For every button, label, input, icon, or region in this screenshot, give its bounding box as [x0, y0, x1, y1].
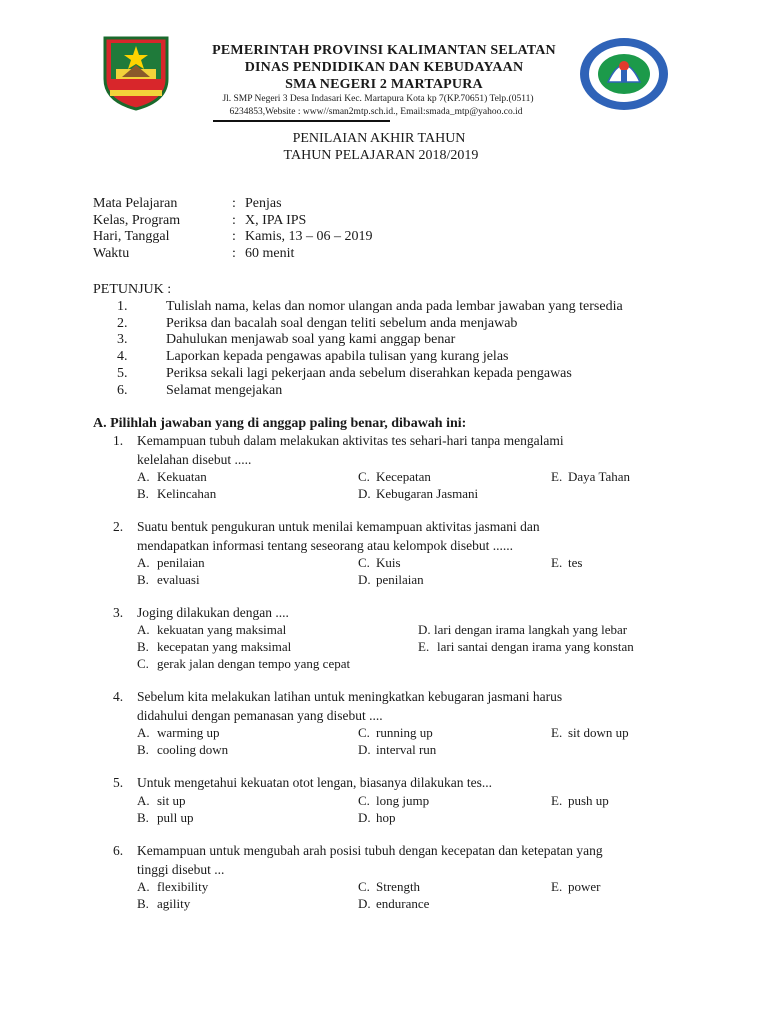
- option-text: lari santai dengan irama yang konstan: [437, 639, 634, 654]
- info-value: Kamis, 13 – 06 – 2019: [245, 229, 373, 244]
- direction-number: 2.: [117, 316, 128, 331]
- direction-number: 6.: [117, 383, 128, 398]
- option-text: penilaian: [157, 555, 205, 570]
- option-letter: E.: [551, 793, 563, 808]
- option-text: push up: [568, 793, 609, 808]
- option-letter: D.: [358, 810, 371, 825]
- option-text: Kekuatan: [157, 469, 207, 484]
- option-letter: B.: [137, 742, 149, 757]
- option-letter: E.: [418, 639, 430, 654]
- direction-text: Laporkan kepada pengawas apabila tulisan yang kurang jelas: [166, 349, 509, 364]
- option-letter: E.: [551, 725, 563, 740]
- info-label: Mata Pelajaran: [93, 196, 178, 211]
- option-letter: B.: [137, 896, 149, 911]
- option-text: Kelincahan: [157, 486, 217, 501]
- info-label: Kelas, Program: [93, 213, 181, 228]
- option-text: hop: [376, 810, 396, 825]
- info-label: Waktu: [93, 246, 130, 261]
- option-letter: A.: [137, 725, 150, 740]
- option-text: interval run: [376, 742, 437, 757]
- option-text: evaluasi: [157, 572, 200, 587]
- option-letter: D.: [418, 622, 431, 637]
- direction-number: 5.: [117, 366, 128, 381]
- question-number: 4.: [113, 689, 124, 704]
- option-text: sit up: [157, 793, 186, 808]
- question-number: 6.: [113, 843, 124, 858]
- option-letter: B.: [137, 572, 149, 587]
- option-text: pull up: [157, 810, 194, 825]
- header-government: PEMERINTAH PROVINSI KALIMANTAN SELATAN: [212, 43, 556, 58]
- question-text: kelelahan disebut .....: [137, 452, 252, 467]
- question-text: Kemampuan tubuh dalam melakukan aktivitas tes sehari-hari tanpa mengalami: [137, 433, 564, 448]
- question-number: 5.: [113, 775, 124, 790]
- direction-text: Periksa dan bacalah soal dengan teliti sebelum anda menjawab: [166, 316, 518, 331]
- info-value: Penjas: [245, 196, 282, 211]
- direction-number: 1.: [117, 299, 128, 314]
- option-text: gerak jalan dengan tempo yang cepat: [157, 656, 351, 671]
- direction-text: Selamat mengejakan: [166, 383, 283, 398]
- option-letter: D.: [358, 486, 371, 501]
- option-text: penilaian: [376, 572, 424, 587]
- exam-title: PENILAIAN AKHIR TAHUN: [292, 131, 466, 146]
- option-text: kecepatan yang maksimal: [157, 639, 292, 654]
- question-text: tinggi disebut ...: [137, 862, 225, 877]
- question-number: 2.: [113, 519, 124, 534]
- option-text: Kebugaran Jasmani: [376, 486, 479, 501]
- option-letter: A.: [137, 469, 150, 484]
- option-text: tes: [568, 555, 583, 570]
- header-address-line2: 6234853,Website : www//sman2mtp.sch.id., Email:smada_mtp@yahoo.co.id: [229, 107, 523, 117]
- option-text: flexibility: [157, 879, 209, 894]
- direction-text: Periksa sekali lagi pekerjaan anda sebelum diserahkan kepada pengawas: [166, 366, 572, 381]
- header-school: SMA NEGERI 2 MARTAPURA: [285, 77, 483, 92]
- option-text: power: [568, 879, 601, 894]
- option-text: warming up: [157, 725, 220, 740]
- option-letter: D.: [358, 742, 371, 757]
- option-letter: A.: [137, 879, 150, 894]
- option-letter: A.: [137, 793, 150, 808]
- info-separator: :: [232, 246, 236, 261]
- option-letter: B.: [137, 810, 149, 825]
- option-text: long jump: [376, 793, 430, 808]
- option-text: cooling down: [157, 742, 229, 757]
- info-value: X, IPA IPS: [245, 213, 307, 228]
- question-text: mendapatkan informasi tentang seseorang atau kelompok disebut ......: [137, 538, 514, 553]
- option-text: agility: [157, 896, 191, 911]
- direction-text: Tulislah nama, kelas dan nomor ulangan anda pada lembar jawaban yang tersedia: [166, 299, 623, 314]
- header-address-line1: Jl. SMP Negeri 3 Desa Indasari Kec. Martapura Kota kp 7(KP.70651) Telp.(0511): [222, 94, 534, 104]
- question-text: Joging dilakukan dengan ....: [137, 605, 289, 620]
- direction-number: 4.: [117, 349, 128, 364]
- option-text: kekuatan yang maksimal: [157, 622, 287, 637]
- option-text: Kecepatan: [376, 469, 431, 484]
- question-number: 1.: [113, 433, 124, 448]
- question-text: Untuk mengetahui kekuatan otot lengan, biasanya dilakukan tes...: [137, 775, 493, 790]
- option-letter: C.: [358, 555, 370, 570]
- info-separator: :: [232, 213, 236, 228]
- option-text: Daya Tahan: [568, 469, 631, 484]
- header-department: DINAS PENDIDIKAN DAN KEBUDAYAAN: [244, 60, 524, 75]
- option-letter: D.: [358, 896, 371, 911]
- option-letter: C.: [358, 725, 370, 740]
- question-text: Sebelum kita melakukan latihan untuk meningkatkan kebugaran jasmani harus: [137, 689, 563, 704]
- direction-number: 3.: [117, 332, 128, 347]
- info-label: Hari, Tanggal: [93, 229, 170, 244]
- option-letter: E.: [551, 879, 563, 894]
- option-letter: C.: [358, 879, 370, 894]
- question-number: 3.: [113, 605, 124, 620]
- directions-heading: PETUNJUK :: [93, 282, 172, 297]
- option-text: Kuis: [376, 555, 401, 570]
- question-text: Suatu bentuk pengukuran untuk menilai kemampuan aktivitas jasmani dan: [137, 519, 540, 534]
- option-letter: C.: [137, 656, 149, 671]
- header-divider: [213, 120, 390, 122]
- info-value: 60 menit: [245, 246, 295, 261]
- option-letter: A.: [137, 622, 150, 637]
- question-text: didahului dengan pemanasan yang disebut ....: [137, 708, 383, 723]
- section-a-heading: A. Pilihlah jawaban yang di anggap paling benar, dibawah ini:: [93, 416, 467, 431]
- info-separator: :: [232, 229, 236, 244]
- option-letter: C.: [358, 469, 370, 484]
- option-letter: B.: [137, 486, 149, 501]
- option-letter: D.: [358, 572, 371, 587]
- option-letter: E.: [551, 469, 563, 484]
- question-text: Kemampuan untuk mengubah arah posisi tubuh dengan kecepatan dan ketepatan yang: [137, 843, 603, 858]
- option-letter: C.: [358, 793, 370, 808]
- direction-text: Dahulukan menjawab soal yang kami anggap benar: [166, 332, 456, 347]
- option-text: sit down up: [568, 725, 629, 740]
- option-letter: E.: [551, 555, 563, 570]
- info-separator: :: [232, 196, 236, 211]
- option-text: Strength: [376, 879, 421, 894]
- exam-year: TAHUN PELAJARAN 2018/2019: [283, 148, 479, 163]
- option-letter: A.: [137, 555, 150, 570]
- option-text: endurance: [376, 896, 430, 911]
- option-text: running up: [376, 725, 433, 740]
- option-text: lari dengan irama langkah yang lebar: [434, 622, 628, 637]
- option-letter: B.: [137, 639, 149, 654]
